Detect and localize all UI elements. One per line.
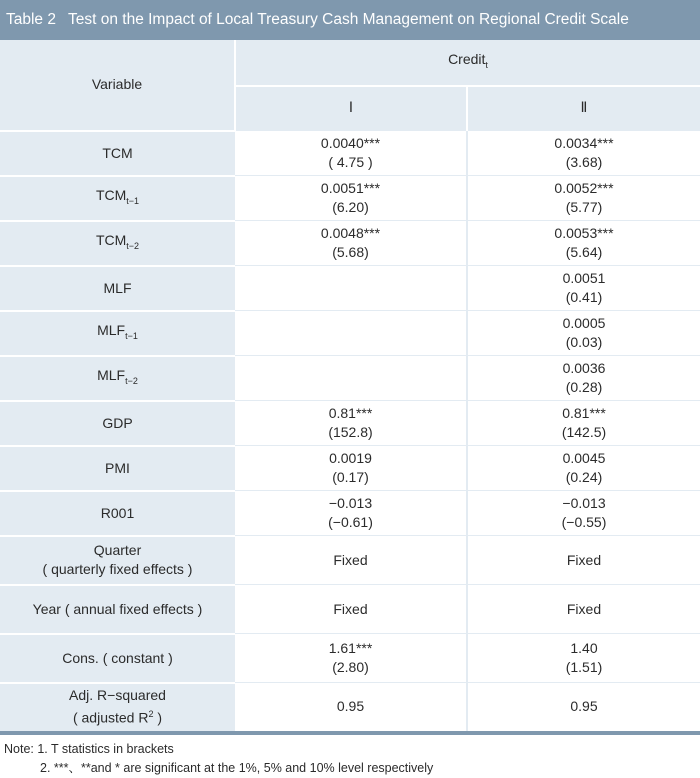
table-cell-col2	[467, 266, 700, 311]
table-cell-col2	[467, 176, 700, 221]
table-cell-col2	[467, 356, 700, 401]
credit-subscript: t	[485, 59, 488, 70]
coefficient-value: 0.81***	[562, 405, 606, 421]
t-statistic: (142.5)	[561, 424, 607, 440]
table-cell-col1	[235, 131, 467, 176]
t-statistic: (0.17)	[332, 469, 369, 485]
variable-subscript: t−2	[126, 240, 140, 251]
row-label-year: Year ( annual fixed effects )	[0, 585, 235, 634]
table-row-quarter	[0, 536, 700, 585]
row-label-cons: Cons. ( constant )	[0, 634, 235, 683]
row-label-adjr: Adj. R−squared ( adjusted $R^2$ )	[0, 683, 235, 731]
row-label	[0, 176, 235, 221]
t-statistic: (3.68)	[565, 154, 603, 170]
table-cell-col1	[235, 356, 467, 401]
t-statistic: (−0.61)	[328, 514, 373, 530]
row-label	[0, 221, 235, 266]
variable-subscript: t−1	[126, 195, 140, 206]
table-cell-col2	[467, 311, 700, 356]
variable-name: GDP	[102, 414, 133, 431]
coefficient-value: −0.013	[328, 495, 373, 511]
credit-label: Credit	[448, 51, 486, 68]
table-notes	[0, 735, 700, 778]
t-statistic: (0.03)	[565, 334, 603, 350]
t-statistic: (0.24)	[565, 469, 603, 485]
cell-cons-col1: 1.61*** (2.80)	[235, 634, 467, 683]
variable-name: PMI	[105, 459, 130, 476]
variable-name: MLF	[97, 366, 126, 383]
coefficient-value: 0.0051***	[320, 180, 381, 196]
coefficient-value: 0.0053***	[554, 225, 614, 241]
t-statistic: (152.8)	[328, 424, 373, 440]
table-title: Test on the Impact of Local Treasury Cash Management on Regional Credit Scale	[67, 11, 629, 28]
table-row-cons	[0, 634, 700, 683]
table-cell-col1	[235, 221, 467, 266]
coefficient-value: 0.0040***	[320, 135, 381, 151]
coefficient-value: 0.0052***	[554, 180, 614, 196]
table-cell-col2	[467, 446, 700, 491]
table-cell-col2	[467, 221, 700, 266]
t-statistic: (0.41)	[565, 289, 603, 305]
cell-quarter-col2: Fixed	[467, 536, 700, 585]
row-label	[0, 401, 235, 446]
row-label	[0, 446, 235, 491]
cell-adjr-col2: 0.95	[467, 683, 700, 731]
variable-name: MLF	[103, 279, 132, 296]
credit-header	[235, 40, 700, 86]
variable-subscript: t−2	[125, 375, 138, 386]
table-row	[0, 266, 700, 311]
row-label	[0, 131, 235, 176]
variable-name: TCM	[95, 186, 127, 203]
note-2: 2. ***、**and * are significant at the 1%, 5% and 10% level respectively	[40, 760, 434, 775]
regression-table	[0, 40, 700, 731]
coefficient-value: 0.0036	[562, 360, 606, 376]
table-row	[0, 401, 700, 446]
cell-quarter-col1: Fixed	[235, 536, 467, 585]
table-row	[0, 221, 700, 266]
coefficient-value: 0.81***	[328, 405, 373, 421]
cell-adjr-col1: 0.95	[235, 683, 467, 731]
variable-name: R001	[100, 504, 135, 521]
row-label	[0, 311, 235, 356]
table-row-adjr	[0, 683, 700, 731]
variable-subscript: t−1	[125, 330, 138, 341]
column-header-2: Ⅱ	[467, 86, 700, 131]
table-row	[0, 311, 700, 356]
variable-header: Variable	[0, 40, 235, 131]
coefficient-value: 0.0019	[329, 450, 372, 466]
column-header-1: Ⅰ	[235, 86, 467, 131]
coefficient-value: 0.0048***	[320, 225, 381, 241]
coefficient-value: 0.0034***	[554, 135, 614, 151]
t-statistic: ( 4.75 )	[328, 154, 373, 170]
table-cell-col1	[235, 446, 467, 491]
row-label	[0, 491, 235, 536]
table-row	[0, 356, 700, 401]
table-cell-col1	[235, 401, 467, 446]
t-statistic: (5.77)	[565, 199, 603, 215]
coefficient-value: −0.013	[562, 495, 606, 511]
coefficient-value: 0.0045	[562, 450, 606, 466]
t-statistic: (6.20)	[332, 199, 369, 215]
variable-name: TCM	[95, 231, 127, 248]
row-label-quarter: Quarter ( quarterly fixed effects )	[0, 536, 235, 585]
table-cell-col2	[467, 401, 700, 446]
table-row	[0, 131, 700, 176]
table-row-year	[0, 585, 700, 634]
cell-year-col1: Fixed	[235, 585, 467, 634]
t-statistic: (5.64)	[565, 244, 603, 260]
row-label	[0, 266, 235, 311]
row-label	[0, 356, 235, 401]
table-cell-col1	[235, 491, 467, 536]
table-row	[0, 176, 700, 221]
variable-name: TCM	[102, 144, 133, 161]
coefficient-value: 0.0005	[562, 315, 606, 331]
t-statistic: (−0.55)	[561, 514, 607, 530]
note-1: Note: 1. T statistics in brackets	[4, 741, 174, 756]
table-cell-col1	[235, 266, 467, 311]
table-title-bar	[0, 0, 700, 40]
t-statistic: (0.28)	[565, 379, 603, 395]
coefficient-value: 0.0051	[562, 270, 606, 286]
table-cell-col2	[467, 491, 700, 536]
cell-year-col2: Fixed	[467, 585, 700, 634]
table-row	[0, 446, 700, 491]
cell-cons-col2: 1.40 (1.51)	[467, 634, 700, 683]
table-row	[0, 491, 700, 536]
t-statistic: (5.68)	[332, 244, 369, 260]
table-number: Table 2	[6, 11, 56, 28]
variable-name: MLF	[97, 321, 126, 338]
table-cell-col1	[235, 176, 467, 221]
table-cell-col2	[467, 131, 700, 176]
table-cell-col1	[235, 311, 467, 356]
